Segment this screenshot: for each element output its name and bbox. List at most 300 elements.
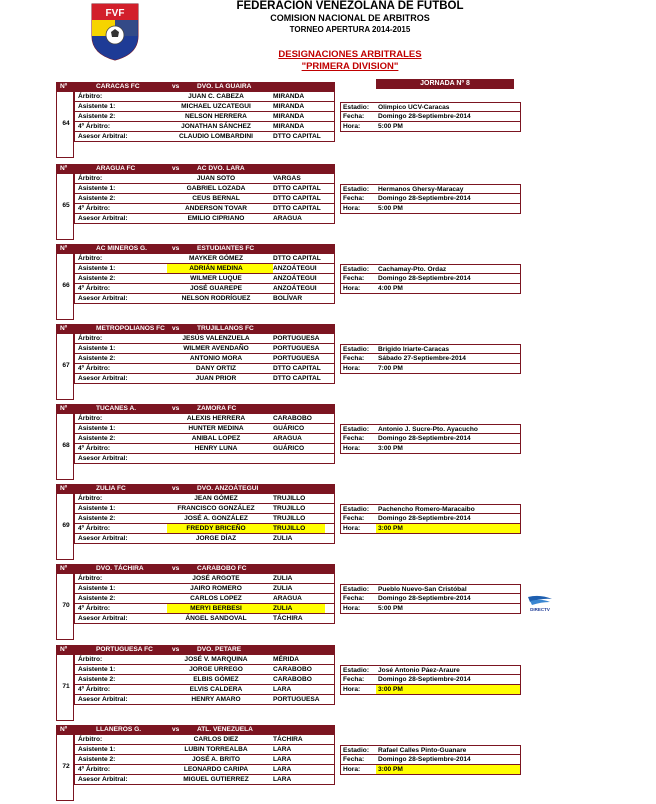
official-state: LARA <box>273 756 292 763</box>
estadio-value: Brigido Iriarte-Caracas <box>378 346 450 353</box>
official-row <box>74 184 335 194</box>
official-name: CARLOS LOPEZ <box>190 595 242 602</box>
official-state: GUÁRICO <box>273 425 305 432</box>
official-state: GUÁRICO <box>273 445 305 452</box>
official-row <box>74 514 335 524</box>
official-name: MICHAEL UZCATEGUI <box>181 103 251 110</box>
estadio-value: Cachamay-Pto. Ordaz <box>378 266 447 273</box>
role-label: Asistente 1: <box>78 666 116 673</box>
fecha-value: Domingo 28-Septiembre-2014 <box>378 676 471 683</box>
official-state: ANZOÁTEGUI <box>273 285 317 292</box>
info-row-estadio <box>340 584 521 594</box>
info-row-hora <box>340 122 521 132</box>
official-name: JONATHAN SÁNCHEZ <box>181 123 251 130</box>
info-row-estadio <box>340 504 521 514</box>
official-name: NELSON RODRÍGUEZ <box>181 295 251 302</box>
role-label: Asistente 2: <box>78 275 116 282</box>
official-state: TRUJILLO <box>273 495 306 502</box>
official-name: WILMER LUQUE <box>190 275 242 282</box>
info-row-hora <box>340 444 521 454</box>
match-block <box>56 324 521 400</box>
official-name: NELSON HERRERA <box>185 113 247 120</box>
official-name: ANDERSON TOVAR <box>184 205 248 212</box>
info-row-hora <box>340 204 521 214</box>
estadio-label: Estadio: <box>343 426 370 433</box>
fecha-value: Domingo 28-Septiembre-2014 <box>378 595 471 602</box>
official-name: ELBIS GÓMEZ <box>193 676 239 683</box>
vs-label: vs <box>172 245 180 252</box>
fecha-value: Domingo 28-Septiembre-2014 <box>378 113 471 120</box>
fecha-label: Fecha: <box>343 595 365 602</box>
role-label: 4º Árbitro: <box>78 766 111 773</box>
role-label: Asistente 1: <box>78 103 116 110</box>
role-label: Asistente 2: <box>78 113 116 120</box>
info-row-fecha <box>340 274 521 284</box>
role-label: 4º Árbitro: <box>78 205 111 212</box>
info-row-hora <box>340 284 521 294</box>
role-label: Árbitro: <box>78 93 103 100</box>
official-row <box>74 194 335 204</box>
no-label: Nº <box>60 565 68 572</box>
vs-label: vs <box>172 646 180 653</box>
vs-label: vs <box>172 565 180 572</box>
official-state: BOLÍVAR <box>273 295 303 302</box>
hora-value: 7:00 PM <box>378 365 403 372</box>
official-name: JORGE DÍAZ <box>195 535 237 542</box>
official-state: DTTO CAPITAL <box>273 185 321 192</box>
official-row <box>74 254 335 264</box>
official-state: MIRANDA <box>273 113 305 120</box>
match-number: 71 <box>62 683 70 690</box>
match-block <box>56 564 521 640</box>
official-name: ÁNGEL SANDOVAL <box>185 615 247 622</box>
official-row <box>74 334 335 344</box>
svg-text:FVF: FVF <box>105 8 125 19</box>
fecha-label: Fecha: <box>343 195 365 202</box>
official-name: GABRIEL LOZADA <box>186 185 246 192</box>
vs-label: vs <box>172 165 180 172</box>
away-team: ATL. VENEZUELA <box>197 726 253 733</box>
away-team: DVO. PETARE <box>197 646 242 653</box>
tournament-title: TORNEO APERTURA 2014-2015 <box>289 25 411 34</box>
official-state: TÁCHIRA <box>273 615 303 622</box>
official-name: CEUS BERNAL <box>192 195 240 202</box>
away-team: TRUJILLANOS FC <box>197 325 254 332</box>
no-label: Nº <box>60 485 68 492</box>
hora-label: Hora: <box>343 123 361 130</box>
official-state: DTTO CAPITAL <box>273 365 321 372</box>
official-row <box>74 264 335 274</box>
info-row-fecha <box>340 434 521 444</box>
official-state: DTTO CAPITAL <box>273 133 321 140</box>
fecha-value: Domingo 28-Septiembre-2014 <box>378 195 471 202</box>
info-row-estadio <box>340 344 521 354</box>
role-label: 4º Árbitro: <box>78 605 111 612</box>
official-name: HENRY AMARO <box>191 696 241 703</box>
official-row <box>74 214 335 224</box>
official-name: MERYI BERBESI <box>190 605 242 612</box>
official-state: MÉRIDA <box>273 656 300 663</box>
fvf-logo <box>88 2 142 62</box>
hora-value: 5:00 PM <box>378 605 403 612</box>
official-row <box>74 665 335 675</box>
official-state: MIRANDA <box>273 123 305 130</box>
home-team: LLANEROS G. <box>96 726 142 733</box>
official-name: HENRY LUNA <box>194 445 238 452</box>
role-label: Árbitro: <box>78 175 103 182</box>
federation-title: FEDERACIÓN VENEZOLANA DE FÚTBOL <box>236 0 464 12</box>
info-row-hora <box>340 524 521 534</box>
fecha-label: Fecha: <box>343 435 365 442</box>
role-label: 4º Árbitro: <box>78 365 111 372</box>
official-state: MIRANDA <box>273 93 305 100</box>
official-row <box>74 174 335 184</box>
official-name: JUAN SOTO <box>196 175 236 182</box>
official-name: JORGE URREGO <box>189 666 243 673</box>
info-row-fecha <box>340 755 521 765</box>
match-number-cell <box>56 92 74 158</box>
official-name: JUAN PRIOR <box>195 375 237 382</box>
official-state: ZULIA <box>273 575 293 582</box>
official-row <box>74 745 335 755</box>
official-state: DTTO CAPITAL <box>273 195 321 202</box>
official-row <box>74 434 335 444</box>
official-state: ARAGUA <box>273 595 302 602</box>
match-number: 65 <box>62 202 70 209</box>
away-team: AC DVO. LARA <box>197 165 245 172</box>
fecha-value: Domingo 28-Septiembre-2014 <box>378 275 471 282</box>
designaciones-title: DESIGNACIONES ARBITRALES <box>278 49 422 60</box>
no-label: Nº <box>60 325 68 332</box>
match-header <box>56 164 335 174</box>
role-label: Árbitro: <box>78 335 103 342</box>
info-row-hora <box>340 364 521 374</box>
role-label: Asistente 2: <box>78 756 116 763</box>
home-team: TUCANES A. <box>96 405 137 412</box>
jornada-label: JORNADA Nº 8 <box>376 79 514 89</box>
info-row-fecha <box>340 675 521 685</box>
official-row <box>74 132 335 142</box>
official-row <box>74 354 335 364</box>
role-label: Asesor Arbitral: <box>78 615 128 622</box>
no-label: Nº <box>60 726 68 733</box>
role-label: Asesor Arbitral: <box>78 455 128 462</box>
hora-label: Hora: <box>343 205 361 212</box>
role-label: Asistente 2: <box>78 435 116 442</box>
official-row <box>74 584 335 594</box>
official-state: PORTUGUESA <box>273 696 320 703</box>
official-row <box>74 284 335 294</box>
match-block <box>56 164 521 240</box>
official-state: ANZOÁTEGUI <box>273 275 317 282</box>
match-number: 64 <box>62 120 70 127</box>
role-label: Asesor Arbitral: <box>78 133 128 140</box>
estadio-label: Estadio: <box>343 667 370 674</box>
role-label: Asistente 1: <box>78 185 116 192</box>
official-name: FREDDY BRICEÑO <box>186 525 246 532</box>
match-number: 69 <box>62 522 70 529</box>
official-state: ZULIA <box>273 535 293 542</box>
official-row <box>74 534 335 544</box>
estadio-value: Pachencho Romero-Maracaibo <box>378 506 475 513</box>
official-row <box>74 374 335 384</box>
role-label: 4º Árbitro: <box>78 525 111 532</box>
match-number-cell <box>56 414 74 480</box>
official-row <box>74 735 335 745</box>
home-team: ZULIA FC <box>96 485 126 492</box>
role-label: 4º Árbitro: <box>78 445 111 452</box>
match-block <box>56 645 521 721</box>
match-header <box>56 82 335 92</box>
official-row <box>74 454 335 464</box>
official-name: MAYKER GÓMEZ <box>189 255 243 262</box>
hora-label: Hora: <box>343 285 361 292</box>
role-label: 4º Árbitro: <box>78 285 111 292</box>
official-row <box>74 414 335 424</box>
info-row-estadio <box>340 184 521 194</box>
match-header <box>56 244 335 254</box>
home-team: AC MINEROS G. <box>96 245 147 252</box>
match-number: 66 <box>62 282 70 289</box>
official-row <box>74 685 335 695</box>
info-row-estadio <box>340 424 521 434</box>
official-row <box>74 344 335 354</box>
estadio-value: José Antonio Páez-Araure <box>378 667 460 674</box>
match-header <box>56 404 335 414</box>
official-state: DTTO CAPITAL <box>273 205 321 212</box>
vs-label: vs <box>172 485 180 492</box>
role-label: Asistente 1: <box>78 746 116 753</box>
info-row-estadio <box>340 745 521 755</box>
official-row <box>74 122 335 132</box>
info-row-fecha <box>340 594 521 604</box>
role-label: Asesor Arbitral: <box>78 776 128 783</box>
role-label: Árbitro: <box>78 736 103 743</box>
official-state: ARAGUA <box>273 435 302 442</box>
info-row-fecha <box>340 514 521 524</box>
role-label: Árbitro: <box>78 656 103 663</box>
fecha-value: Domingo 28-Septiembre-2014 <box>378 435 471 442</box>
role-label: Asesor Arbitral: <box>78 295 128 302</box>
match-header <box>56 324 335 334</box>
match-block <box>56 244 521 320</box>
hora-label: Hora: <box>343 605 361 612</box>
official-name: JOSÉ ARGOTE <box>192 575 240 582</box>
estadio-label: Estadio: <box>343 346 370 353</box>
official-state: PORTUGUESA <box>273 335 320 342</box>
match-header <box>56 645 335 655</box>
estadio-value: Rafael Calles Pinto-Guanare <box>378 747 467 754</box>
match-block <box>56 404 521 480</box>
official-name: CLAUDIO LOMBARDINI <box>179 133 253 140</box>
official-row <box>74 614 335 624</box>
match-block <box>56 82 521 158</box>
match-number-cell <box>56 334 74 400</box>
role-label: Asistente 2: <box>78 195 116 202</box>
official-row <box>74 524 335 534</box>
role-label: Asistente 1: <box>78 505 116 512</box>
role-label: Asesor Arbitral: <box>78 215 128 222</box>
official-row <box>74 274 335 284</box>
official-state: ANZOÁTEGUI <box>273 265 317 272</box>
official-state: DTTO CAPITAL <box>273 255 321 262</box>
hora-value: 3:00 PM <box>378 525 403 532</box>
fecha-value: Domingo 28-Septiembre-2014 <box>378 515 471 522</box>
official-row <box>74 424 335 434</box>
hora-value: 3:00 PM <box>378 766 403 773</box>
official-state: MIRANDA <box>273 103 305 110</box>
match-header <box>56 484 335 494</box>
role-label: Asesor Arbitral: <box>78 375 128 382</box>
official-state: LARA <box>273 686 292 693</box>
fecha-label: Fecha: <box>343 355 365 362</box>
official-name: ALEXIS HERRERA <box>186 415 246 422</box>
role-label: Asistente 1: <box>78 425 116 432</box>
official-name: JESÚS VALENZUELA <box>182 335 250 342</box>
role-label: Asistente 2: <box>78 595 116 602</box>
official-name: JOSÉ A. BRITO <box>192 756 240 763</box>
official-name: JOSÉ V. MARQUINA <box>184 656 248 663</box>
info-row-fecha <box>340 112 521 122</box>
role-label: Asistente 2: <box>78 355 116 362</box>
info-row-estadio <box>340 665 521 675</box>
official-state: LARA <box>273 766 292 773</box>
official-row <box>74 755 335 765</box>
official-state: CARABOBO <box>273 415 312 422</box>
estadio-label: Estadio: <box>343 506 370 513</box>
estadio-value: Antonio J. Sucre-Pto. Ayacucho <box>378 426 478 433</box>
match-block <box>56 484 521 560</box>
role-label: Árbitro: <box>78 415 103 422</box>
match-number: 67 <box>62 362 70 369</box>
official-row <box>74 504 335 514</box>
hora-value: 5:00 PM <box>378 205 403 212</box>
match-number-cell <box>56 254 74 320</box>
official-name: ADRIÁN MEDINA <box>189 265 243 272</box>
home-team: ARAGUA FC <box>96 165 136 172</box>
vs-label: vs <box>172 325 180 332</box>
home-team: DVO. TÁCHIRA <box>96 565 144 572</box>
away-team: CARABOBO FC <box>197 565 247 572</box>
fecha-label: Fecha: <box>343 515 365 522</box>
info-row-hora <box>340 685 521 695</box>
official-name: EMILIO CIPRIANO <box>187 215 245 222</box>
estadio-value: Hermanos Ghersy-Maracay <box>378 186 464 193</box>
official-row <box>74 364 335 374</box>
role-label: Asesor Arbitral: <box>78 535 128 542</box>
official-row <box>74 112 335 122</box>
official-row <box>74 494 335 504</box>
role-label: 4º Árbitro: <box>78 686 111 693</box>
role-label: Asistente 1: <box>78 585 116 592</box>
role-label: Asesor Arbitral: <box>78 696 128 703</box>
hora-label: Hora: <box>343 525 361 532</box>
match-number-cell <box>56 494 74 560</box>
match-block <box>56 725 521 801</box>
official-row <box>74 204 335 214</box>
official-state: TÁCHIRA <box>273 736 303 743</box>
vs-label: vs <box>172 83 180 90</box>
info-row-fecha <box>340 354 521 364</box>
official-row <box>74 444 335 454</box>
home-team: METROPOLIANOS FC <box>96 325 165 332</box>
official-state: LARA <box>273 746 292 753</box>
away-team: ZAMORA FC <box>197 405 237 412</box>
info-row-fecha <box>340 194 521 204</box>
official-name: JOSÉ GUAREPE <box>189 285 243 292</box>
official-row <box>74 594 335 604</box>
hora-label: Hora: <box>343 445 361 452</box>
no-label: Nº <box>60 646 68 653</box>
official-name: CARLOS DIEZ <box>193 736 239 743</box>
match-number: 70 <box>62 602 70 609</box>
official-name: ANIBAL LOPEZ <box>191 435 241 442</box>
estadio-label: Estadio: <box>343 747 370 754</box>
official-state: CARABOBO <box>273 666 312 673</box>
match-number-cell <box>56 174 74 240</box>
estadio-label: Estadio: <box>343 586 370 593</box>
svg-text:DIRECTV: DIRECTV <box>530 607 550 612</box>
official-state: TRUJILLO <box>273 505 306 512</box>
division-title: "PRIMERA DIVISION" <box>301 61 399 72</box>
fecha-value: Domingo 28-Septiembre-2014 <box>378 756 471 763</box>
away-team: DVO. ANZOÁTEGUI <box>197 485 259 492</box>
role-label: Árbitro: <box>78 575 103 582</box>
official-row <box>74 102 335 112</box>
estadio-value: Olimpico UCV-Caracas <box>378 104 450 111</box>
match-number-cell <box>56 574 74 640</box>
fecha-label: Fecha: <box>343 113 365 120</box>
fecha-label: Fecha: <box>343 275 365 282</box>
role-label: Árbitro: <box>78 495 103 502</box>
official-name: MIGUEL GUTIERREZ <box>183 776 249 783</box>
official-row <box>74 92 335 102</box>
official-name: JAIRO ROMERO <box>190 585 242 592</box>
official-name: JEAN GÓMEZ <box>194 495 238 502</box>
official-state: TRUJILLO <box>273 525 306 532</box>
official-row <box>74 775 335 785</box>
no-label: Nº <box>60 245 68 252</box>
hora-value: 3:00 PM <box>378 686 403 693</box>
hora-value: 5:00 PM <box>378 123 403 130</box>
official-row <box>74 765 335 775</box>
no-label: Nº <box>60 83 68 90</box>
official-state: ZULIA <box>273 585 293 592</box>
official-row <box>74 294 335 304</box>
role-label: Asistente 2: <box>78 676 116 683</box>
hora-label: Hora: <box>343 766 361 773</box>
vs-label: vs <box>172 405 180 412</box>
no-label: Nº <box>60 405 68 412</box>
commission-title: COMISION NACIONAL DE ARBITROS <box>270 13 430 23</box>
official-name: LUBIN TORREALBA <box>184 746 248 753</box>
official-state: LARA <box>273 776 292 783</box>
fecha-label: Fecha: <box>343 676 365 683</box>
estadio-label: Estadio: <box>343 186 370 193</box>
official-name: ANTONIO MORA <box>189 355 243 362</box>
directv-logo <box>524 595 556 613</box>
home-team: PORTUGUESA FC <box>96 646 153 653</box>
no-label: Nº <box>60 165 68 172</box>
official-name: ELVIS CALDERA <box>189 686 243 693</box>
official-state: CARABOBO <box>273 676 312 683</box>
hora-label: Hora: <box>343 365 361 372</box>
official-state: TRUJILLO <box>273 515 306 522</box>
away-team: DVO. LA GUAIRA <box>197 83 252 90</box>
official-row <box>74 655 335 665</box>
official-state: VARGAS <box>273 175 301 182</box>
estadio-value: Pueblo Nuevo-San Cristóbal <box>378 586 467 593</box>
